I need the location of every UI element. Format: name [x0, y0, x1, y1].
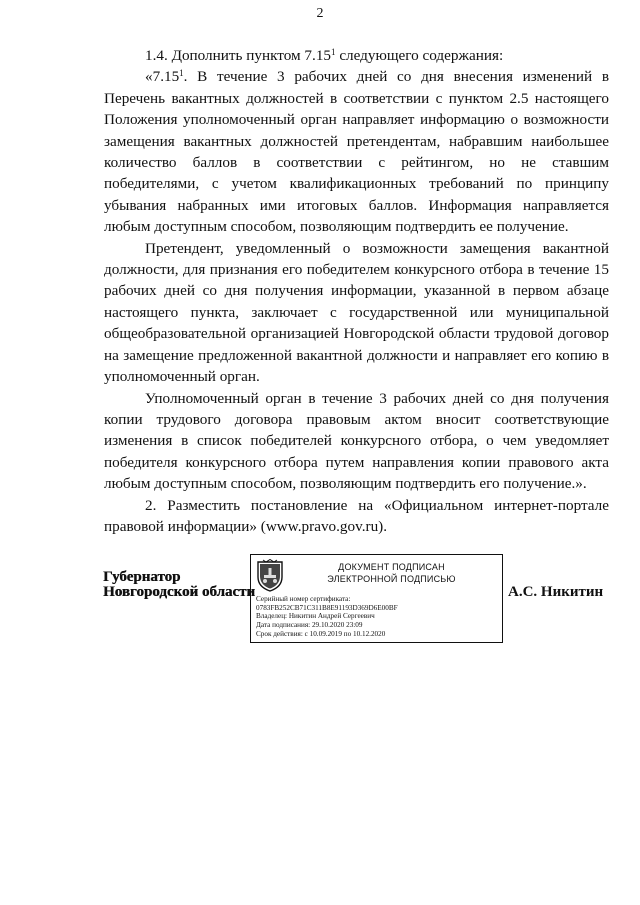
- stamp-title-line: ЭЛЕКТРОННОЙ ПОДПИСЬЮ: [327, 574, 456, 584]
- paragraph-text: следующего содержания:: [335, 47, 504, 64]
- stamp-title-line: ДОКУМЕНТ ПОДПИСАН: [338, 562, 445, 572]
- stamp-details: [256, 595, 501, 639]
- signer-name: А.С. Никитин: [508, 584, 604, 600]
- stamp-owner: Владелец: Никитин Андрей Сергеевич: [256, 612, 375, 621]
- paragraph-amendment-intro: [104, 45, 609, 66]
- paragraph-text: 1.4. Дополнить пунктом 7.15: [145, 47, 332, 64]
- stamp-serial-label: Серийный номер сертификата:: [256, 595, 351, 603]
- stamp-validity: Срок действия: с 10.09.2019 по 10.12.2020: [256, 629, 386, 638]
- paragraph-publish: 2. Разместить постановление на «Официальном интернет-портале правовой информации» (www.pravo.gov.ru).: [104, 496, 609, 535]
- paragraph-clause-7-15-1: [104, 66, 609, 237]
- stamp-serial-value: 0783FB252CB71C311B8E91193D369D6E00BF: [256, 603, 398, 612]
- coat-of-arms-icon: [255, 559, 285, 593]
- signer-title: [103, 570, 255, 600]
- superscript: 1: [179, 68, 184, 79]
- paragraph-authority: Уполномоченный орган в течение 3 рабочих дней со дня получения копии трудового договора правовым актом вносит соответствующие изменения в список победителей конкурсного отбора, о чем уведомляет победителя конкурсного отбора путем направления копии правового акта любым доступным способом, позволяющим подтвердить его получение.».: [104, 389, 609, 493]
- stamp-title: [289, 561, 494, 585]
- clause-number: «7.15: [145, 68, 180, 86]
- paragraph-text: . В течение 3 рабочих дней со дня внесения изменений в Перечень вакантных должностей в соответствии с пунктом 2.5 настоящего Положения уполномоченный орган направляет информацию о возможности замещения вакантных должностей претендентам, набравшим наибольшее количество баллов в соответствии с рейтингом, но не ставшим победителями, с учетом квалификационных требований по принципу убывания набранных ими итоговых баллов. Информация направляется любым доступным способом, позволяющим подтвердить ее получение.: [104, 68, 609, 236]
- signer-title-line: Новгородской области: [103, 584, 256, 600]
- page-number: 2: [316, 6, 324, 21]
- paragraph-applicant: Претендент, уведомленный о возможности замещения вакантной должности, для признания его победителем конкурсного отбора в течение 15 рабочих дней со дня получения информации, указанной в первом абзаце настоящего пункта, заключает с государственной или муниципальной общеобразовательной организацией Новгородской области трудовой договор на замещение предложенной вакантной должности и направляет его копию в уполномоченный орган.: [104, 239, 609, 386]
- signer-title-line: Губернатор: [103, 569, 181, 585]
- document-body: [104, 45, 609, 537]
- superscript: 1: [331, 47, 336, 57]
- electronic-signature-stamp: [250, 554, 503, 643]
- stamp-signed-date: Дата подписания: 29.10.2020 23:09: [256, 621, 363, 630]
